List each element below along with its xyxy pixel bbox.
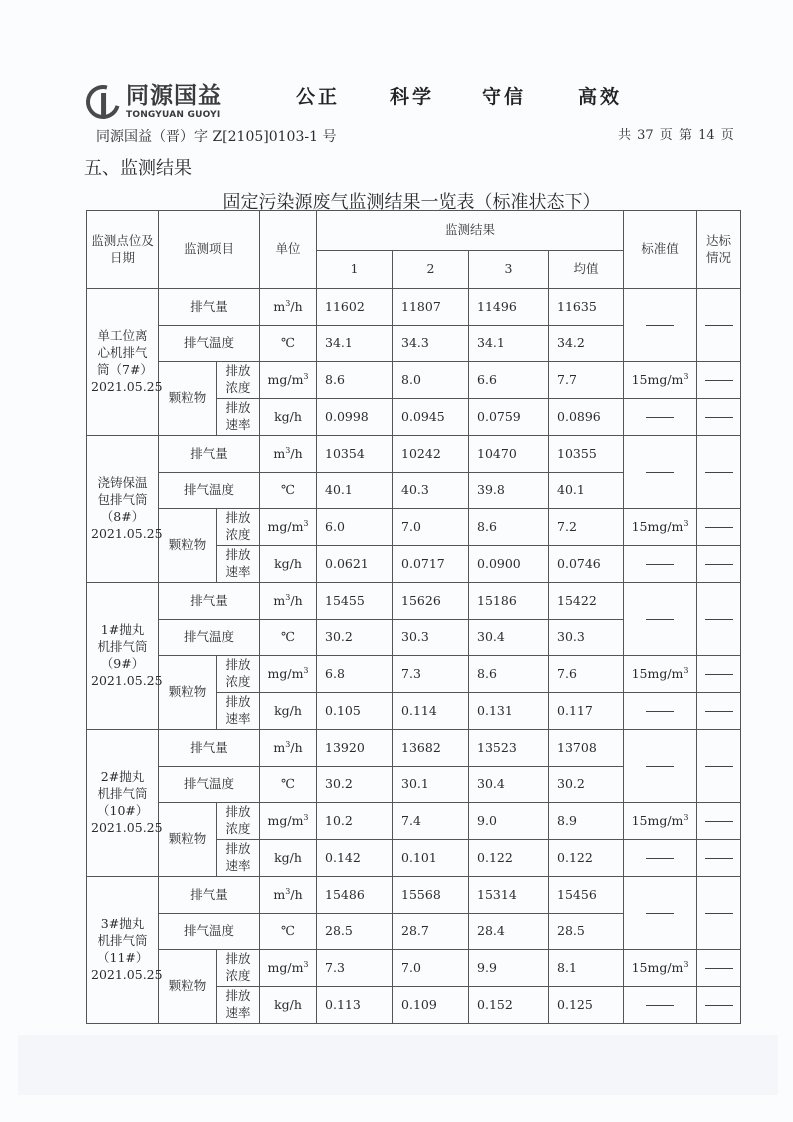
table-row (87, 877, 741, 914)
temp-value: 28.5 (549, 914, 624, 950)
conc-value: 8.0 (393, 362, 469, 399)
unit-rate: kg/h (260, 546, 317, 583)
compliance-cell (697, 656, 741, 693)
unit-temp: ℃ (260, 767, 317, 803)
table-row (87, 730, 741, 767)
logo-english-name: TONGYUAN GUOYI (126, 109, 221, 120)
rate-value: 0.0896 (549, 399, 624, 436)
unit-temp: ℃ (260, 326, 317, 362)
location-date: 2021.05.25 (91, 819, 163, 835)
compliance-cell (697, 730, 741, 803)
dash-mark (705, 1005, 733, 1006)
temp-value: 40.1 (317, 473, 393, 509)
temp-value: 39.8 (469, 473, 549, 509)
location-cell (87, 877, 163, 1024)
header-average: 均值 (549, 251, 624, 289)
subitem-rate-label: 排放速率 (225, 547, 251, 579)
subitem-rate-label: 排放速率 (225, 694, 251, 726)
compliance-cell (697, 877, 741, 950)
document-number: 同源国益（晋）字 Z[2105]0103-1 号 (96, 129, 337, 145)
unit-concentration: $mg/m^3$ (260, 509, 317, 546)
subitem-rate (217, 399, 260, 436)
subitem-rate-label: 排放速率 (225, 400, 251, 432)
conc-value: 7.0 (393, 509, 469, 546)
rate-value: 0.117 (549, 693, 624, 730)
table-row (87, 803, 741, 840)
unit-rate: kg/h (260, 987, 317, 1024)
subitem-rate (217, 546, 260, 583)
subitem-concentration (217, 803, 260, 840)
unit-rate: kg/h (260, 840, 317, 877)
unit-volume: $m^3/h$ (260, 436, 317, 473)
compliance-cell (697, 987, 741, 1024)
temp-value: 40.3 (393, 473, 469, 509)
location-cell (87, 730, 163, 877)
unit-volume: $m^3/h$ (260, 730, 317, 767)
header-unit: 单位 (260, 211, 317, 289)
table-row (87, 436, 741, 473)
dash-mark (646, 564, 674, 565)
rate-value: 0.131 (469, 693, 549, 730)
temp-value: 30.3 (393, 620, 469, 656)
temp-value: 30.2 (549, 767, 624, 803)
compliance-cell (697, 583, 741, 656)
dash-mark (705, 325, 733, 326)
rate-value: 0.0621 (317, 546, 393, 583)
item-particulate: 颗粒物 (159, 950, 217, 1024)
rate-standard-cell (624, 546, 697, 583)
unit-temp: ℃ (260, 473, 317, 509)
volume-value: 15486 (317, 877, 393, 914)
logo-mark-icon (80, 79, 126, 125)
dash-mark (646, 711, 674, 712)
item-exhaust-volume: 排气量 (159, 289, 260, 326)
dash-mark (646, 1005, 674, 1006)
header-run-1: 1 (317, 251, 393, 289)
location-name: 1#抛丸机排气筒（9#） (97, 622, 148, 671)
subitem-concentration-label: 排放浓度 (225, 363, 251, 395)
subitem-rate (217, 840, 260, 877)
item-particulate: 颗粒物 (159, 656, 217, 730)
compliance-cell (697, 362, 741, 399)
volume-value: 15568 (393, 877, 469, 914)
volume-value: 15455 (317, 583, 393, 620)
dash-mark (646, 766, 674, 767)
conc-value: 7.2 (549, 509, 624, 546)
unit-temp: ℃ (260, 914, 317, 950)
conc-value: 7.4 (393, 803, 469, 840)
temp-value: 40.1 (549, 473, 624, 509)
conc-value: 9.9 (469, 950, 549, 987)
rate-value: 0.0717 (393, 546, 469, 583)
compliance-cell (697, 950, 741, 987)
rate-value: 0.122 (549, 840, 624, 877)
conc-value: 7.7 (549, 362, 624, 399)
temp-value: 30.3 (549, 620, 624, 656)
conc-value: 7.6 (549, 656, 624, 693)
conc-value: 9.0 (469, 803, 549, 840)
conc-value: 7.3 (393, 656, 469, 693)
compliance-cell (697, 509, 741, 546)
temp-value: 30.4 (469, 767, 549, 803)
volume-value: 10470 (469, 436, 549, 473)
conc-value: 8.6 (469, 509, 549, 546)
dash-mark (705, 968, 733, 969)
subitem-rate-label: 排放速率 (225, 841, 251, 873)
location-date: 2021.05.25 (91, 966, 163, 982)
rate-value: 0.152 (469, 987, 549, 1024)
volume-value: 11496 (469, 289, 549, 326)
company-logo (86, 80, 222, 124)
temp-value: 30.2 (317, 620, 393, 656)
unit-volume: $m^3/h$ (260, 583, 317, 620)
temp-value: 28.4 (469, 914, 549, 950)
dash-mark (646, 325, 674, 326)
unit-volume: $m^3/h$ (260, 289, 317, 326)
subitem-concentration (217, 656, 260, 693)
rate-standard-cell (624, 399, 697, 436)
dash-mark (705, 821, 733, 822)
header-item: 监测项目 (159, 211, 260, 289)
subitem-rate-label: 排放速率 (225, 988, 251, 1020)
conc-value: 6.0 (317, 509, 393, 546)
volume-value: 10242 (393, 436, 469, 473)
compliance-cell (697, 436, 741, 509)
location-cell (87, 436, 163, 583)
location-name: 浇铸保温包排气筒（8#） (97, 475, 148, 524)
location-name: 单工位离心机排气筒（7#） (97, 328, 153, 377)
conc-value: 8.6 (469, 656, 549, 693)
item-exhaust-temp: 排气温度 (159, 326, 260, 362)
table-row (87, 362, 741, 399)
table-row (87, 950, 741, 987)
dash-mark (705, 674, 733, 675)
rate-value: 0.0998 (317, 399, 393, 436)
unit-concentration: $mg/m^3$ (260, 656, 317, 693)
rate-value: 0.114 (393, 693, 469, 730)
unit-rate: kg/h (260, 693, 317, 730)
subitem-concentration (217, 362, 260, 399)
temp-value: 30.1 (393, 767, 469, 803)
rate-value: 0.113 (317, 987, 393, 1024)
item-exhaust-temp: 排气温度 (159, 620, 260, 656)
item-particulate: 颗粒物 (159, 509, 217, 583)
dash-mark (705, 913, 733, 914)
compliance-cell (697, 840, 741, 877)
compliance-cell (697, 399, 741, 436)
subitem-concentration-label: 排放浓度 (225, 951, 251, 983)
rate-standard-cell (624, 987, 697, 1024)
rate-value: 0.142 (317, 840, 393, 877)
conc-value: 6.8 (317, 656, 393, 693)
dash-mark (646, 858, 674, 859)
location-cell (87, 289, 163, 436)
unit-concentration: $mg/m^3$ (260, 803, 317, 840)
item-exhaust-volume: 排气量 (159, 436, 260, 473)
compliance-cell (697, 803, 741, 840)
rate-standard-cell (624, 840, 697, 877)
location-date: 2021.05.25 (91, 672, 163, 688)
rate-value: 0.0945 (393, 399, 469, 436)
volume-value: 15626 (393, 583, 469, 620)
rate-value: 0.0746 (549, 546, 624, 583)
rate-value: 0.101 (393, 840, 469, 877)
volume-value: 13523 (469, 730, 549, 767)
volume-value: 13682 (393, 730, 469, 767)
scan-background (18, 1035, 778, 1095)
table-row (87, 583, 741, 620)
table-row (87, 289, 741, 326)
dash-mark (705, 858, 733, 859)
rate-value: 0.105 (317, 693, 393, 730)
unit-volume: $m^3/h$ (260, 877, 317, 914)
temp-value: 34.1 (469, 326, 549, 362)
subitem-rate (217, 693, 260, 730)
dash-mark (646, 913, 674, 914)
concentration-standard: $15mg/m^3$ (624, 509, 697, 546)
section-title: 五、监测结果 (84, 158, 192, 179)
temp-value: 34.2 (549, 326, 624, 362)
compliance-cell (697, 693, 741, 730)
conc-value: 8.1 (549, 950, 624, 987)
concentration-standard: $15mg/m^3$ (624, 950, 697, 987)
rate-value: 0.125 (549, 987, 624, 1024)
standard-cell (624, 289, 697, 362)
volume-value: 11602 (317, 289, 393, 326)
rate-value: 0.122 (469, 840, 549, 877)
standard-cell (624, 877, 697, 950)
volume-value: 15456 (549, 877, 624, 914)
dash-mark (646, 619, 674, 620)
dash-mark (646, 417, 674, 418)
volume-value: 15314 (469, 877, 549, 914)
temp-value: 28.7 (393, 914, 469, 950)
slogan-science: 科学 (390, 86, 435, 108)
conc-value: 7.3 (317, 950, 393, 987)
header-standard: 标准值 (624, 211, 697, 289)
item-particulate: 颗粒物 (159, 803, 217, 877)
subitem-concentration (217, 950, 260, 987)
header-results: 监测结果 (317, 211, 624, 251)
slogan-fairness: 公正 (296, 86, 341, 108)
rate-standard-cell (624, 693, 697, 730)
dash-mark (705, 711, 733, 712)
location-cell (87, 583, 163, 730)
compliance-cell (697, 546, 741, 583)
rate-value: 0.109 (393, 987, 469, 1024)
table-title: 固定污染源废气监测结果一览表（标准状态下） (222, 192, 601, 213)
item-exhaust-volume: 排气量 (159, 877, 260, 914)
temp-value: 30.4 (469, 620, 549, 656)
conc-value: 8.6 (317, 362, 393, 399)
standard-cell (624, 436, 697, 509)
standard-cell (624, 730, 697, 803)
item-exhaust-temp: 排气温度 (159, 914, 260, 950)
dash-mark (705, 619, 733, 620)
compliance-cell (697, 289, 741, 362)
location-date: 2021.05.25 (91, 525, 163, 541)
volume-value: 15422 (549, 583, 624, 620)
dash-mark (646, 472, 674, 473)
location-name: 3#抛丸机排气筒（11#） (97, 916, 149, 965)
volume-value: 10355 (549, 436, 624, 473)
page-info: 共 37 页 第 14 页 (618, 128, 734, 143)
header-compliance: 达标情况 (697, 211, 741, 289)
volume-value: 11807 (393, 289, 469, 326)
dash-mark (705, 527, 733, 528)
dash-mark (705, 766, 733, 767)
conc-value: 6.6 (469, 362, 549, 399)
unit-concentration: $mg/m^3$ (260, 950, 317, 987)
volume-value: 15186 (469, 583, 549, 620)
item-exhaust-volume: 排气量 (159, 583, 260, 620)
subitem-concentration-label: 排放浓度 (225, 657, 251, 689)
conc-value: 10.2 (317, 803, 393, 840)
volume-value: 11635 (549, 289, 624, 326)
unit-concentration: $mg/m^3$ (260, 362, 317, 399)
conc-value: 8.9 (549, 803, 624, 840)
unit-rate: kg/h (260, 399, 317, 436)
logo-chinese-name: 同源国益 (126, 82, 222, 109)
rate-value: 0.0759 (469, 399, 549, 436)
item-exhaust-temp: 排气温度 (159, 473, 260, 509)
concentration-standard: $15mg/m^3$ (624, 803, 697, 840)
temp-value: 28.5 (317, 914, 393, 950)
slogan-efficiency: 高效 (578, 86, 623, 108)
subitem-concentration-label: 排放浓度 (225, 804, 251, 836)
header-location: 监测点位及日期 (87, 211, 159, 289)
slogan-integrity: 守信 (482, 86, 527, 108)
standard-cell (624, 583, 697, 656)
table-row (87, 656, 741, 693)
results-table (86, 210, 741, 1024)
unit-temp: ℃ (260, 620, 317, 656)
volume-value: 13708 (549, 730, 624, 767)
table-header-row (87, 211, 741, 251)
volume-value: 10354 (317, 436, 393, 473)
dash-mark (705, 472, 733, 473)
item-exhaust-volume: 排气量 (159, 730, 260, 767)
location-name: 2#抛丸机排气筒（10#） (97, 769, 149, 818)
conc-value: 7.0 (393, 950, 469, 987)
subitem-concentration (217, 509, 260, 546)
concentration-standard: $15mg/m^3$ (624, 362, 697, 399)
temp-value: 34.1 (317, 326, 393, 362)
temp-value: 30.2 (317, 767, 393, 803)
header-run-2: 2 (393, 251, 469, 289)
table-row (87, 509, 741, 546)
rate-value: 0.0900 (469, 546, 549, 583)
dash-mark (705, 380, 733, 381)
location-date: 2021.05.25 (91, 378, 163, 394)
volume-value: 13920 (317, 730, 393, 767)
item-particulate: 颗粒物 (159, 362, 217, 436)
header-run-3: 3 (469, 251, 549, 289)
concentration-standard: $15mg/m^3$ (624, 656, 697, 693)
dash-mark (705, 564, 733, 565)
subitem-concentration-label: 排放浓度 (225, 510, 251, 542)
item-exhaust-temp: 排气温度 (159, 767, 260, 803)
temp-value: 34.3 (393, 326, 469, 362)
subitem-rate (217, 987, 260, 1024)
dash-mark (705, 417, 733, 418)
